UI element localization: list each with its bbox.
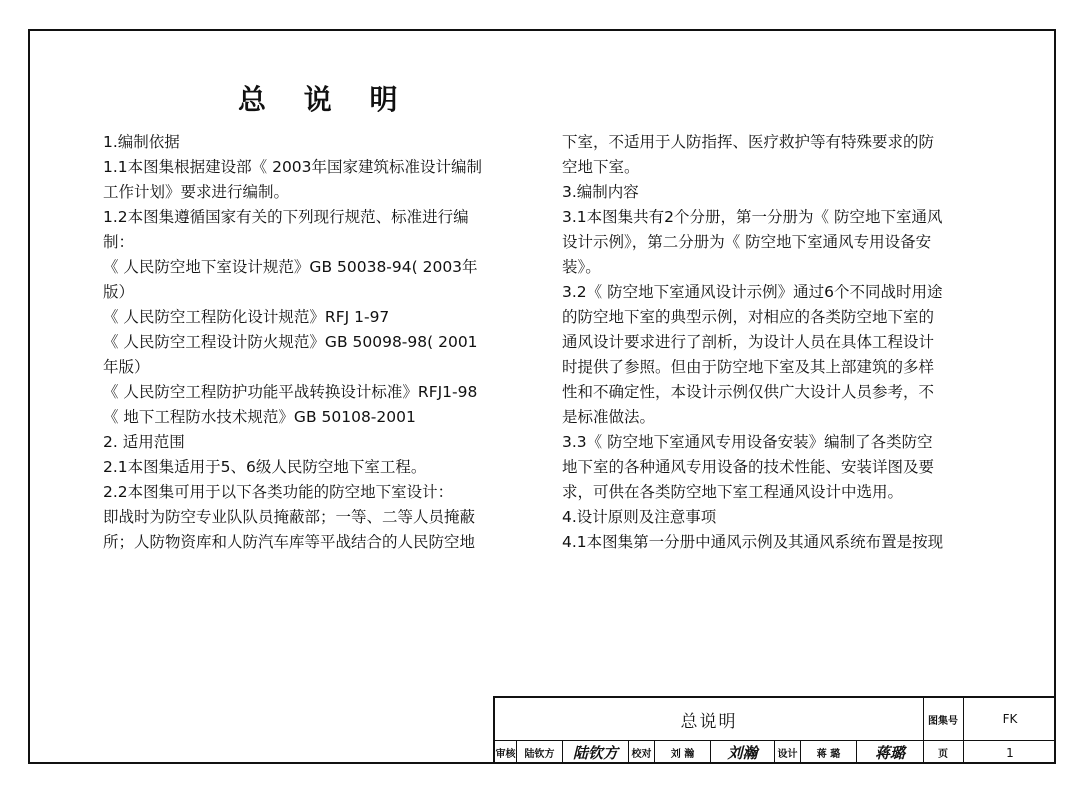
text-line: 时提供了参照。但由于防空地下室及其上部建筑的多样 bbox=[562, 358, 935, 376]
page-title: 总 说 明 bbox=[238, 83, 412, 116]
text-line: 2.2本图集可用于以下各类功能的防空地下室设计： bbox=[103, 483, 454, 501]
text-line: 2.1本图集适用于5、6级人民防空地下室工程。 bbox=[103, 458, 427, 476]
left-column bbox=[103, 130, 533, 555]
text-line: 3.3《 防空地下室通风专用设备安装》编制了各类防空 bbox=[562, 433, 933, 451]
text-line: 2. 适用范围 bbox=[103, 433, 185, 451]
text-line: 《 人民防空工程设计防火规范》GB 50098-98( 2001 bbox=[103, 333, 478, 351]
reviewer-name: 陆钦方 bbox=[517, 741, 563, 764]
design-label: 设计 bbox=[775, 741, 801, 764]
check-label: 校对 bbox=[629, 741, 655, 764]
page-number: 1 bbox=[1006, 745, 1014, 760]
reviewer-signature: 陆钦方 bbox=[563, 741, 629, 764]
text-line: 1.1本图集根据建设部《 2003年国家建筑标准设计编制 bbox=[103, 158, 483, 176]
text-line: 3.1本图集共有2个分册，第一分册为《 防空地下室通风 bbox=[562, 208, 943, 226]
text-line: 下室，不适用于人防指挥、医疗救护等有特殊要求的防 bbox=[562, 133, 935, 151]
text-line: 《 人民防空工程防护功能平战转换设计标准》RFJ1-98 bbox=[103, 383, 478, 401]
page-label: 页 bbox=[923, 741, 964, 764]
text-line: 《 人民防空地下室设计规范》GB 50038-94( 2003年 bbox=[103, 258, 478, 276]
text-line: 1.编制依据 bbox=[103, 133, 180, 151]
text-line: 的防空地下室的典型示例，对相应的各类防空地下室的 bbox=[562, 308, 935, 326]
text-line: 求，可供在各类防空地下室工程通风设计中选用。 bbox=[562, 483, 904, 501]
atlas-number: FK bbox=[1002, 712, 1018, 726]
checker-name: 刘 瀚 bbox=[655, 741, 711, 764]
review-label: 审核 bbox=[495, 741, 517, 764]
text-line: 性和不确定性，本设计示例仅供广大设计人员参考，不 bbox=[562, 383, 935, 401]
signature-row bbox=[495, 741, 924, 764]
designer-name: 蒋 璐 bbox=[801, 741, 857, 764]
text-line: 工作计划》要求进行编制。 bbox=[103, 183, 290, 201]
text-line: 3.编制内容 bbox=[562, 183, 639, 201]
text-line: 空地下室。 bbox=[562, 158, 640, 176]
text-line: 年版） bbox=[103, 358, 150, 376]
text-line: 《 人民防空工程防化设计规范》RFJ 1-97 bbox=[103, 308, 390, 326]
text-line: 装》。 bbox=[562, 258, 601, 276]
text-line: 即战时为防空专业队队员掩蔽部；一等、二等人员掩蔽 bbox=[103, 508, 476, 526]
text-line: 是标准做法。 bbox=[562, 408, 656, 426]
text-line: 设计示例》，第二分册为《 防空地下室通风专用设备安 bbox=[562, 233, 932, 251]
designer-signature: 蒋璐 bbox=[874, 744, 905, 762]
text-line: 地下室的各种通风专用设备的技术性能、安装详图及要 bbox=[562, 458, 935, 476]
text-line: 制： bbox=[103, 233, 135, 251]
text-line: 版） bbox=[103, 283, 135, 301]
right-column bbox=[562, 130, 1002, 555]
text-line: 4.1本图集第一分册中通风示例及其通风系统布置是按现 bbox=[562, 533, 944, 551]
checker-signature: 刘瀚 bbox=[711, 741, 775, 764]
text-line: 4.设计原则及注意事项 bbox=[562, 508, 717, 526]
text-line: 《 地下工程防水技术规范》GB 50108-2001 bbox=[103, 408, 416, 426]
text-line: 1.2本图集遵循国家有关的下列现行规范、标准进行编 bbox=[103, 208, 469, 226]
title-block bbox=[493, 696, 1056, 764]
atlas-number-label: 图集号 bbox=[923, 698, 964, 740]
drawing-name: 总说明 bbox=[495, 698, 924, 740]
text-line: 3.2《 防空地下室通风设计示例》通过6个不同战时用途 bbox=[562, 283, 943, 301]
text-line: 通风设计要求进行了剖析，为设计人员在具体工程设计 bbox=[562, 333, 935, 351]
text-line: 所；人防物资库和人防汽车库等平战结合的人民防空地 bbox=[103, 533, 476, 551]
